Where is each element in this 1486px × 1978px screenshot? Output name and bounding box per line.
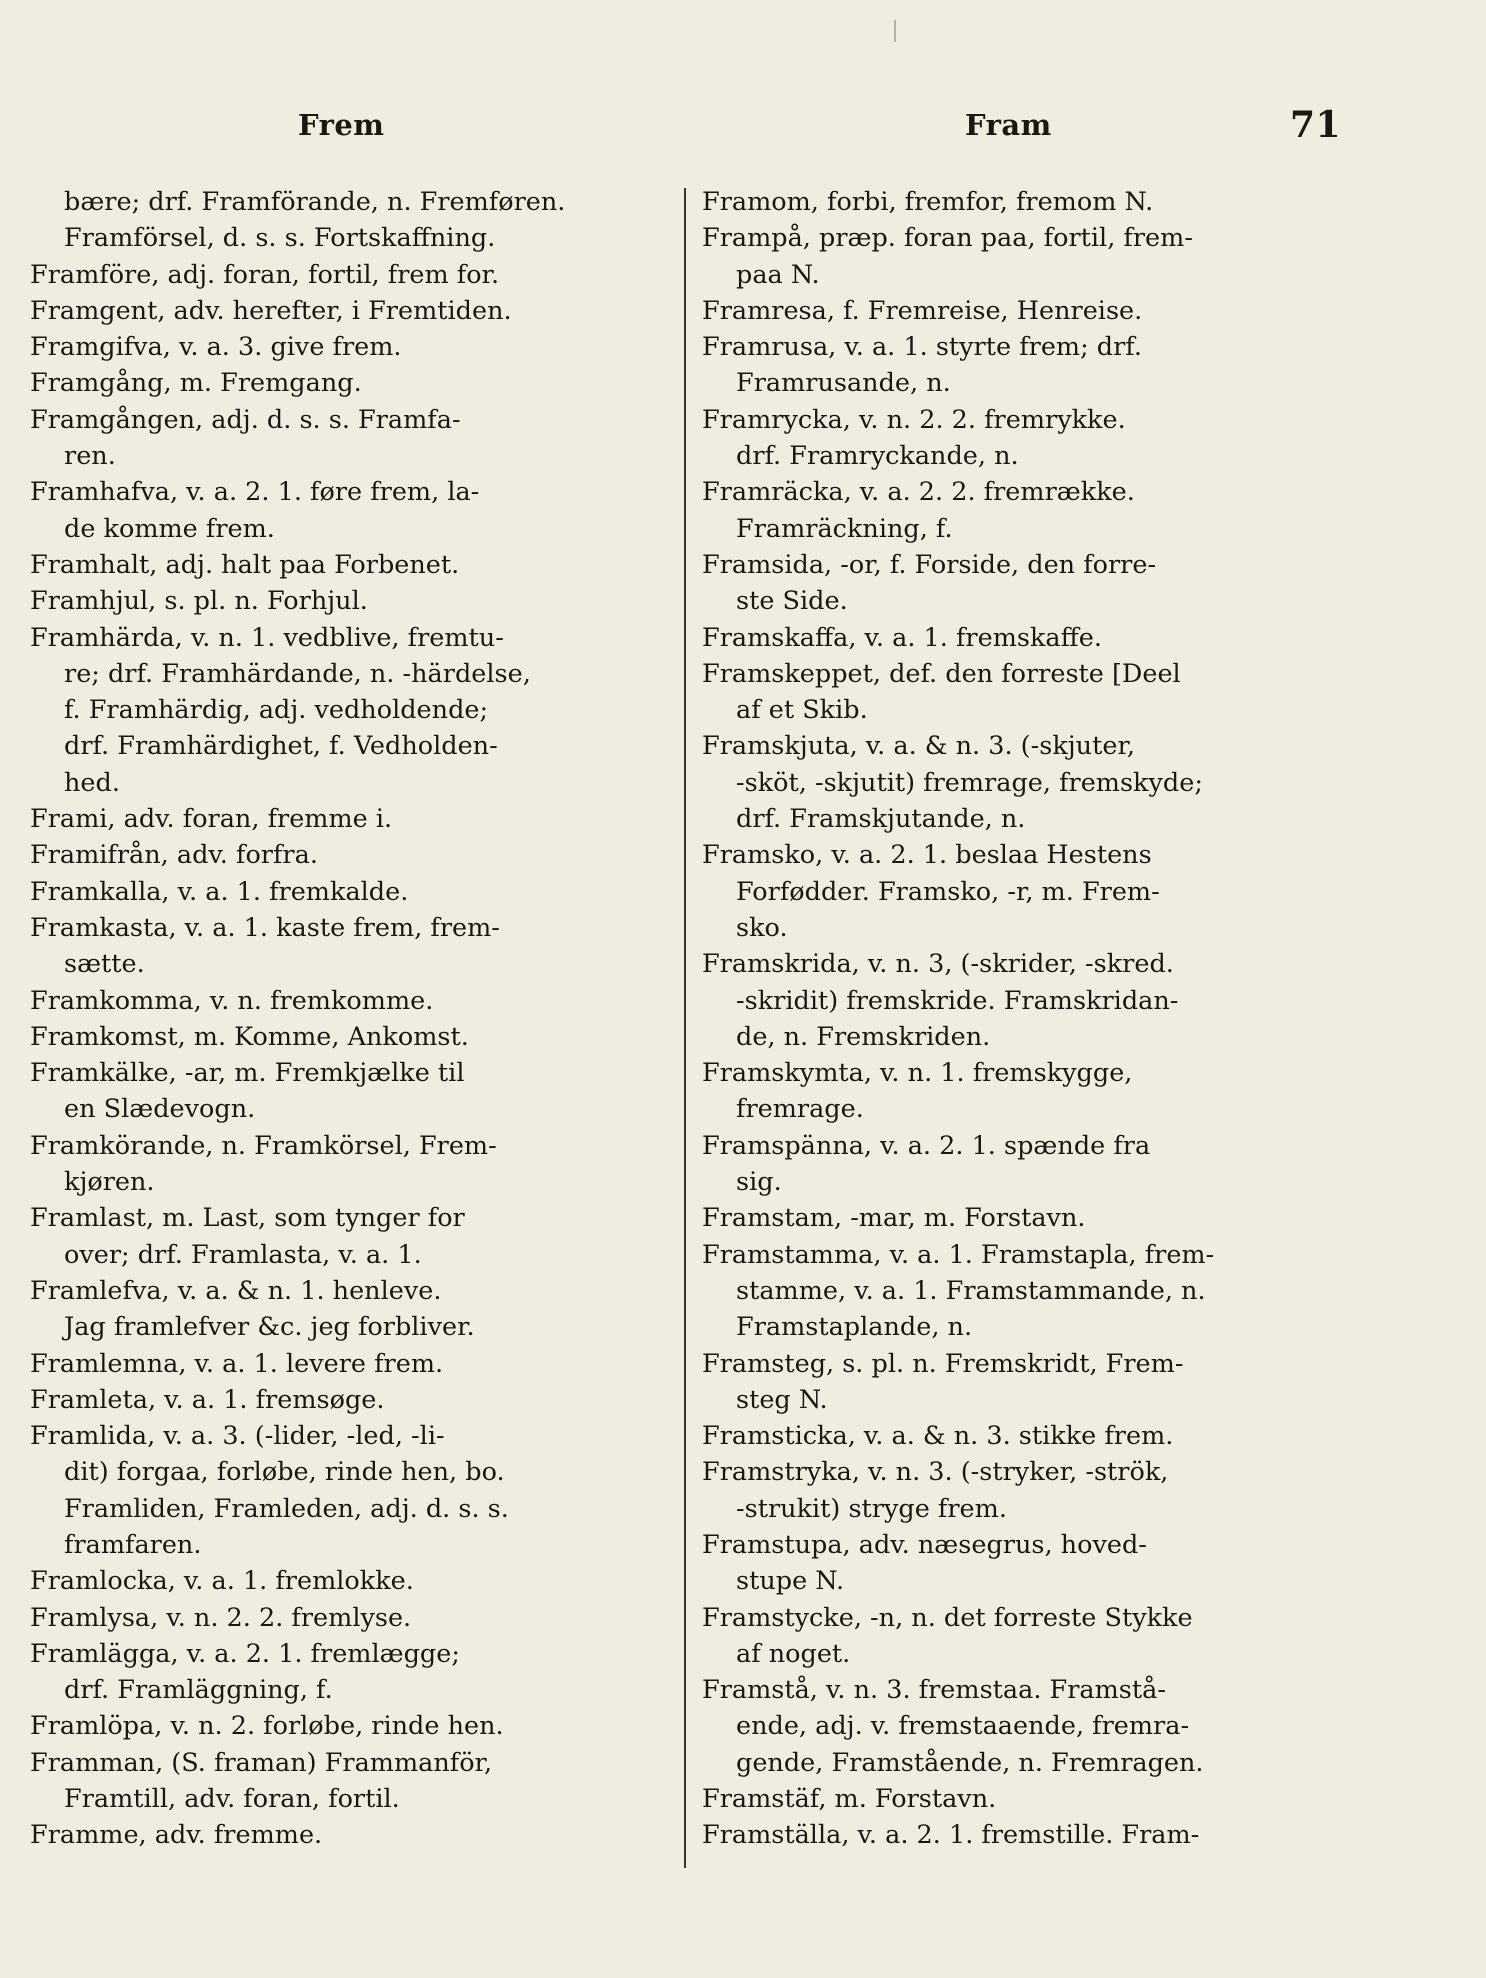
entry-line: framfaren. [64, 1529, 202, 1560]
entry-line: Framstå, v. n. 3. fremstaa. Framstå- [702, 1675, 1166, 1706]
entry-line: Framtill, adv. foran, fortil. [64, 1784, 400, 1815]
entry-line: Framräckning, f. [736, 513, 953, 544]
right-column [702, 184, 1330, 1854]
entry-line: sko. [736, 912, 788, 943]
entry-line: Framgång, m. Fremgang. [30, 368, 362, 399]
entry-line: stamme, v. a. 1. Framstammande, n. [736, 1275, 1206, 1306]
entry-line: drf. Framläggning, f. [64, 1675, 333, 1706]
entry-line: Framskjuta, v. a. & n. 3. (-skjuter, [702, 731, 1135, 762]
entry-line: dit) forgaa, forløbe, rinde hen, bo. [64, 1457, 505, 1488]
entry-line: Framföre, adj. foran, fortil, frem for. [30, 259, 500, 290]
entry-line: Framställa, v. a. 2. 1. fremstille. Fram- [702, 1820, 1200, 1851]
entry-line: Framspänna, v. a. 2. 1. spænde fra [702, 1130, 1151, 1161]
print-mark [894, 20, 896, 42]
page-number: 71 [1290, 104, 1342, 146]
entry-line: Framrusande, n. [736, 368, 951, 399]
entry-line: Framresa, f. Fremreise, Henreise. [702, 295, 1143, 326]
entry-line: Framgent, adv. herefter, i Fremtiden. [30, 295, 512, 326]
entry-line: Framlast, m. Last, som tynger for [30, 1203, 465, 1234]
right-guide-word: Fram [965, 108, 1052, 142]
entry-line: Framkörande, n. Framkörsel, Frem- [30, 1130, 497, 1161]
entry-line: Forfødder. Framsko, -r, m. Frem- [736, 876, 1160, 907]
entry-line: Framlemna, v. a. 1. levere frem. [30, 1348, 444, 1379]
entry-line: Frampå, præp. foran paa, fortil, frem- [702, 223, 1193, 254]
entry-line: Jag framlefver &c. jeg forbliver. [64, 1312, 475, 1343]
entry-line: Framlida, v. a. 3. (-lider, -led, -li- [30, 1421, 445, 1452]
entry-line: Framhalt, adj. halt paa Forbenet. [30, 549, 460, 580]
entry-line: ren. [64, 441, 116, 472]
column-divider [684, 188, 686, 1868]
entry-line: af et Skib. [736, 695, 868, 726]
entry-line: hed. [64, 767, 120, 798]
entry-line: ende, adj. v. fremstaaende, fremra- [736, 1711, 1190, 1742]
entry-line: Framstamma, v. a. 1. Framstapla, frem- [702, 1239, 1215, 1270]
entry-line: kjøren. [64, 1167, 155, 1198]
entry-line: Framräcka, v. a. 2. 2. fremrække. [702, 477, 1135, 508]
entry-line: Framsida, -or, f. Forside, den forre- [702, 549, 1157, 580]
entry-line: Framme, adv. fremme. [30, 1820, 323, 1851]
entry-line: Framskaffa, v. a. 1. fremskaffe. [702, 622, 1102, 653]
entry-line: ste Side. [736, 586, 848, 617]
entry-line: Framlefva, v. a. & n. 1. henleve. [30, 1275, 442, 1306]
entry-line: Framrycka, v. n. 2. 2. fremrykke. [702, 404, 1126, 435]
entry-line: Framgifva, v. a. 3. give frem. [30, 332, 402, 363]
entry-line: sig. [736, 1167, 782, 1198]
entry-line: Frami, adv. foran, fremme i. [30, 804, 393, 835]
entry-line: drf. Framskjutande, n. [736, 804, 1026, 835]
entry-line: Framleta, v. a. 1. fremsøge. [30, 1384, 385, 1415]
entry-line: Framkälke, -ar, m. Fremkjælke til [30, 1058, 465, 1089]
entry-line: de, n. Fremskriden. [736, 1021, 991, 1052]
entry-line: -skridit) fremskride. Framskridan- [736, 985, 1179, 1016]
entry-line: Framlägga, v. a. 2. 1. fremlægge; [30, 1638, 460, 1669]
entry-line: drf. Framryckande, n. [736, 441, 1019, 472]
entry-line: Framkasta, v. a. 1. kaste frem, frem- [30, 912, 500, 943]
entry-line: Framstycke, -n, n. det forreste Stykke [702, 1602, 1193, 1633]
entry-line: fremrage. [736, 1094, 864, 1125]
entry-line: bære; drf. Framförande, n. Fremføren. [64, 187, 566, 217]
entry-line: Framgången, adj. d. s. s. Framfa- [30, 404, 461, 435]
entry-line: Framrusa, v. a. 1. styrte frem; drf. [702, 332, 1142, 363]
entry-line: Framstryka, v. n. 3. (-stryker, -strök, [702, 1457, 1169, 1488]
entry-line: Framstupa, adv. næsegrus, hoved- [702, 1529, 1147, 1560]
entry-line: Framman, (S. framan) Frammanför, [30, 1747, 493, 1778]
entry-line: Framhjul, s. pl. n. Forhjul. [30, 586, 368, 617]
entry-line: Framförsel, d. s. s. Fortskaffning. [64, 223, 496, 254]
entry-line: de komme frem. [64, 513, 275, 544]
entry-line: Framskrida, v. n. 3, (-skrider, -skred. [702, 949, 1174, 980]
entry-line: af noget. [736, 1638, 851, 1669]
entry-line: drf. Framhärdighet, f. Vedholden- [64, 731, 498, 762]
entry-line: Framsteg, s. pl. n. Fremskridt, Frem- [702, 1348, 1184, 1379]
entry-line: Framlysa, v. n. 2. 2. fremlyse. [30, 1602, 412, 1633]
page-header [0, 104, 1486, 148]
left-guide-word: Frem [298, 108, 385, 142]
entry-line: Framhärda, v. n. 1. vedblive, fremtu- [30, 622, 504, 653]
entry-line: sætte. [64, 949, 145, 980]
entry-line: Framliden, Framleden, adj. d. s. s. [64, 1493, 509, 1524]
entry-line: Framlocka, v. a. 1. fremlokke. [30, 1566, 414, 1597]
entry-line: gende, Framstående, n. Fremragen. [736, 1747, 1204, 1778]
entry-line: Framstam, -mar, m. Forstavn. [702, 1203, 1086, 1234]
entry-line: Framom, forbi, fremfor, fremom N. [702, 187, 1154, 217]
entry-line: Framsko, v. a. 2. 1. beslaa Hestens [702, 840, 1152, 871]
entry-line: Framstaplande, n. [736, 1312, 973, 1343]
entry-line: Framhafva, v. a. 2. 1. føre frem, la- [30, 477, 480, 508]
entry-line: Framkalla, v. a. 1. fremkalde. [30, 876, 409, 907]
entry-line: Framlöpa, v. n. 2. forløbe, rinde hen. [30, 1711, 504, 1742]
entry-line: Framskeppet, def. den forreste [Deel [702, 658, 1181, 689]
entry-line: Framkomma, v. n. fremkomme. [30, 985, 434, 1016]
entry-line: Framkomst, m. Komme, Ankomst. [30, 1021, 469, 1052]
entry-line: Framifrån, adv. forfra. [30, 840, 318, 871]
entry-line: f. Framhärdig, adj. vedholdende; [64, 695, 489, 726]
entry-line: Framskymta, v. n. 1. fremskygge, [702, 1058, 1133, 1089]
entry-line: paa N. [736, 259, 820, 290]
entry-line: Framstäf, m. Forstavn. [702, 1784, 997, 1815]
entry-line: steg N. [736, 1384, 828, 1415]
entry-line: Framsticka, v. a. & n. 3. stikke frem. [702, 1421, 1174, 1452]
entry-line: stupe N. [736, 1566, 845, 1597]
entry-line: over; drf. Framlasta, v. a. 1. [64, 1239, 422, 1270]
entry-line: re; drf. Framhärdande, n. -härdelse, [64, 658, 531, 689]
entry-line: -sköt, -skjutit) fremrage, fremskyde; [736, 767, 1203, 798]
entry-line: en Slædevogn. [64, 1094, 256, 1125]
entry-line: -strukit) stryge frem. [736, 1493, 1007, 1524]
left-column [30, 184, 678, 1854]
